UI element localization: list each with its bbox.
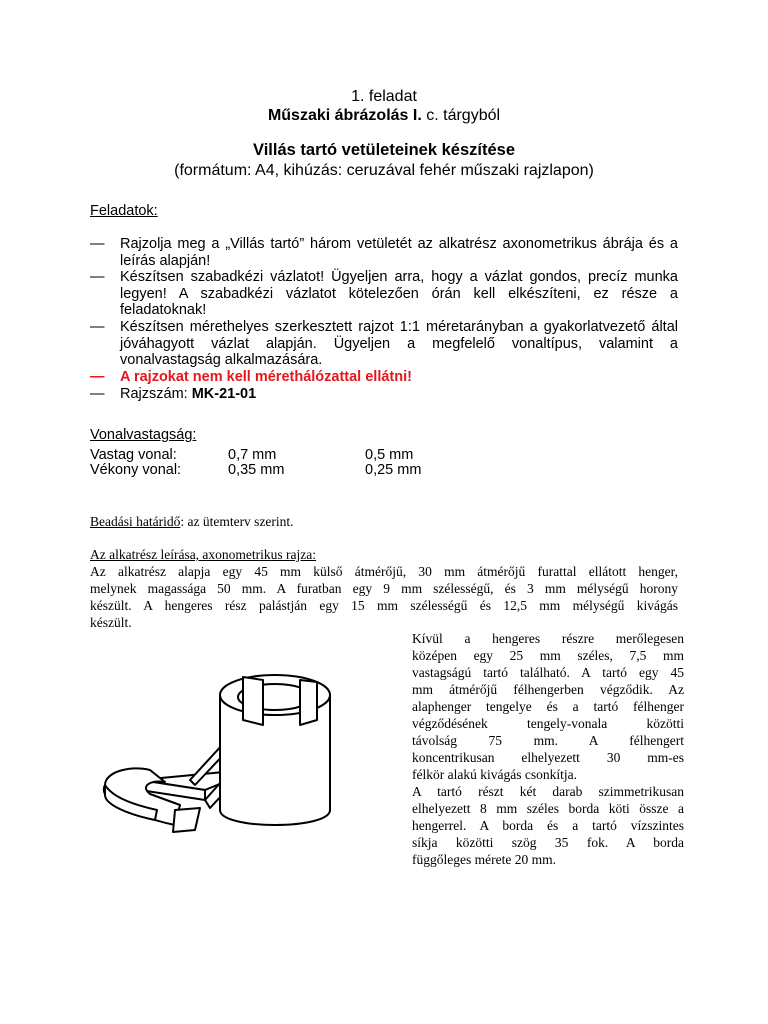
- description-line: hengerrel. A borda és a tartó vízszintes: [412, 818, 684, 833]
- axonometric-drawing: [95, 660, 355, 860]
- task-dash: —: [90, 269, 105, 285]
- drawing-number-row: [90, 386, 678, 403]
- description-line: távolság 75 mm. A félhengert: [412, 733, 684, 748]
- description-line: készült. A hengeres rész palástján egy 15 mm szélességű és 12,5 mm mélységű kivágás: [90, 598, 678, 613]
- line-width-value-2: 0,5 mm: [365, 447, 414, 463]
- description-line: koncentrikusan elhelyezett 30 mm-es: [412, 750, 684, 765]
- task-text: Készítsen szabadkézi vázlatot! Ügyeljen arra, hogy a vázlat gondos, precíz munka legyen! A szabadkézi vázlatot kötelezően órán kell elkészíteni, ez része a feladatoknak!: [120, 269, 678, 318]
- page-title: Villás tartó vetületeinek készítése: [253, 141, 515, 159]
- task-item-2: [90, 269, 678, 319]
- task-text: Rajzolja meg a „Villás tartó” három vetületét az alkatrész axonometrikus ábrája és a leírás alapján!: [120, 236, 678, 269]
- subject-line: [0, 106, 768, 126]
- description-line: függőleges mérete 20 mm.: [412, 852, 556, 867]
- task-dash: —: [90, 236, 105, 252]
- description-line: melynek magassága 50 mm. A furatban egy 9 mm szélességű, és 3 mm mélységű horony: [90, 581, 678, 596]
- line-width-label: Vékony vonal:: [90, 462, 182, 478]
- drawing-number-value: MK-21-01: [191, 386, 257, 402]
- task-dash: —: [90, 386, 105, 402]
- description-line: középen egy 25 mm széles, 7,5 mm: [412, 648, 684, 663]
- fork-right-tip: [173, 808, 200, 832]
- line-width-label: Vastag vonal:: [90, 447, 177, 463]
- line-width-row-thin: [90, 462, 590, 479]
- deadline-label: Beadási határidő: [90, 514, 181, 529]
- description-line: A tartó részt két darab szimmetrikusan: [412, 784, 684, 799]
- task-dash: —: [90, 369, 105, 385]
- description-right-column: [412, 630, 684, 868]
- description-line: síkja közötti szög 35 fok. A borda: [412, 835, 684, 850]
- line-width-value-1: 0,35 mm: [228, 462, 285, 478]
- task-item-4-warning: [90, 369, 678, 386]
- task-text: Készítsen mérethelyes szerkesztett rajzot 1:1 méretarányban a gyakorlatvezető által jóváhagyott vázlat alapján. Ügyeljen a megfelelő vonaltípus, valamint a vonalvastagság alkalmazására.: [120, 319, 678, 368]
- task-text-warning: A rajzokat nem kell mérethálózattal ellátni!: [120, 369, 412, 385]
- description-line: vastagságú tartó található. A tartó egy 45: [412, 665, 684, 680]
- description-paragraph: [90, 563, 678, 631]
- description-line: Kívül a hengeres részre merőlegesen: [412, 631, 684, 646]
- description-line: készült.: [90, 615, 132, 630]
- description-line: Az alkatrész alapja egy 45 mm külső átmérőjű, 30 mm átmérőjű furattal ellátott henger,: [90, 564, 678, 579]
- line-width-heading: Vonalvastagság:: [90, 427, 197, 443]
- description-line: végződésének tengely-vonala közötti: [412, 716, 684, 731]
- task-number: 1. feladat: [351, 88, 417, 105]
- task-item-1: [90, 236, 678, 270]
- deadline-text: : az ütemterv szerint.: [180, 514, 294, 529]
- description-line: mm átmérőjű félhengerben végződik. Az: [412, 682, 684, 697]
- drawing-number-label: Rajzszám:: [120, 386, 192, 402]
- mantle-cut-right: [300, 680, 317, 725]
- description-line: elhelyezett 8 mm széles borda köti össze a: [412, 801, 684, 816]
- deadline-line: [90, 513, 294, 530]
- line-width-value-1: 0,7 mm: [228, 447, 277, 463]
- description-line: félkör alakú kivágás csonkítja.: [412, 767, 577, 782]
- description-heading: Az alkatrész leírása, axonometrikus rajza:: [90, 547, 317, 562]
- description-line: alaphenger tengelye és a tartó félhenger: [412, 699, 684, 714]
- task-item-3: [90, 319, 678, 369]
- mantle-cut: [243, 677, 263, 725]
- subject-name: Műszaki ábrázolás I.: [267, 107, 422, 124]
- page-subtitle: (formátum: A4, kihúzás: ceruzával fehér műszaki rajzlapon): [174, 162, 594, 179]
- task-dash: —: [90, 319, 105, 335]
- subject-suffix: c. tárgyból: [421, 107, 501, 124]
- line-width-value-2: 0,25 mm: [365, 462, 422, 478]
- tasks-heading: Feladatok:: [90, 203, 158, 219]
